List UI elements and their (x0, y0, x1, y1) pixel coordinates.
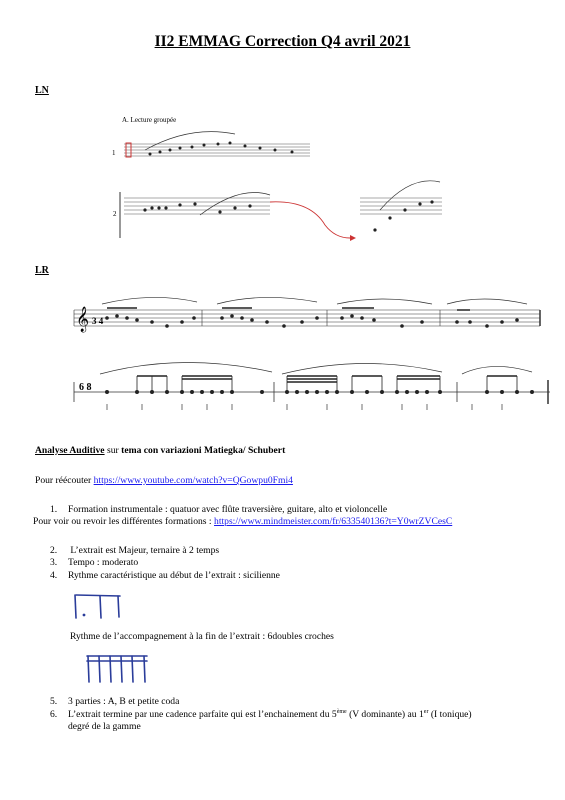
sixteenths-rhythm-sketch (84, 652, 154, 686)
item-3-number: 3. (50, 557, 58, 568)
sicilienne-rhythm-sketch (70, 590, 130, 622)
item-5-text: 3 parties : A, B et petite coda (68, 696, 180, 707)
ln-caption: A. Lecture groupée (122, 116, 177, 124)
ln-staff-2 (124, 198, 442, 214)
lr-time-signature-1: 3 4 (92, 316, 104, 326)
section-ln-label: LN (35, 85, 49, 96)
ln-line-number-1: 1 (112, 149, 116, 157)
item-4-number: 4. (50, 570, 58, 581)
analysis-on: sur (106, 445, 119, 456)
item-5 (50, 696, 179, 708)
lr-treble-clef: 𝄞 (76, 307, 90, 332)
ln-notes-2 (143, 200, 433, 231)
ln-line-number-2: 2 (113, 210, 117, 218)
item-6-text-b: (V dominante) au 1 (346, 709, 424, 720)
accompaniment-line: Rythme de l’accompagnement à la fin de l’extrait : 6doubles croches (70, 631, 334, 642)
item-6 (50, 709, 472, 721)
lr-slurs-2 (100, 362, 532, 374)
item-1 (50, 504, 387, 516)
ln-slur-3 (380, 181, 440, 210)
ln-staff-1 (124, 144, 310, 156)
lr-score-drawing (62, 292, 552, 420)
lr-tick-marks (107, 404, 502, 410)
item-2 (50, 545, 219, 557)
ln-red-arrowhead (350, 235, 356, 241)
section-lr-label: LR (35, 265, 49, 276)
item-1-number: 1. (50, 504, 58, 515)
lr-score-image (62, 292, 552, 420)
item-3 (50, 557, 138, 569)
ln-score-drawing (110, 110, 447, 245)
analysis-heading-line (35, 445, 285, 457)
formations-label: Pour voir ou revoir les différentes formations : (33, 516, 212, 527)
listen-line (35, 475, 293, 487)
item-6-text-c: (I tonique) (428, 709, 472, 720)
item-6-sup-1: ème (336, 708, 347, 715)
formations-line (33, 516, 452, 528)
mindmeister-link[interactable]: https://www.mindmeister.com/fr/633540136?t=Y0wrZVCesC (214, 516, 453, 527)
item-2-text: L’extrait est Majeur, ternaire à 2 temps (68, 545, 220, 556)
item-6-line-2: degré de la gamme (68, 721, 141, 732)
ln-slur-2 (200, 193, 270, 216)
item-4 (50, 570, 280, 582)
item-6-number: 6. (50, 709, 58, 720)
lr-beams-2 (137, 376, 517, 382)
item-6-sup-2: er (423, 708, 429, 715)
item-6-text-a: L’extrait termine par une cadence parfaite qui est l’enchainement du 5 (68, 709, 337, 720)
lr-time-signature-2: 6 8 (79, 382, 92, 393)
ln-score-image (110, 110, 447, 245)
item-3-text: Tempo : moderato (68, 557, 139, 568)
item-1-text: Formation instrumentale : quatuor avec flûte traversière, guitare, alto et violoncelle (68, 504, 388, 515)
analysis-heading: Analyse Auditive (35, 445, 105, 456)
ln-red-arrow (270, 202, 350, 238)
item-5-number: 5. (50, 696, 58, 707)
youtube-link[interactable]: https://www.youtube.com/watch?v=QGowpu0Fmi4 (93, 475, 293, 486)
analysis-piece: tema con variazioni Matiegka/ Schubert (121, 445, 286, 456)
listen-label: Pour réécouter (35, 475, 92, 486)
item-2-number: 2. (50, 545, 58, 556)
page-title: II2 EMMAG Correction Q4 avril 2021 (154, 33, 411, 50)
lr-slurs-1 (102, 297, 527, 304)
item-4-text: Rythme caractéristique au début de l’extrait : sicilienne (68, 570, 280, 581)
ln-notes-1 (149, 142, 294, 156)
